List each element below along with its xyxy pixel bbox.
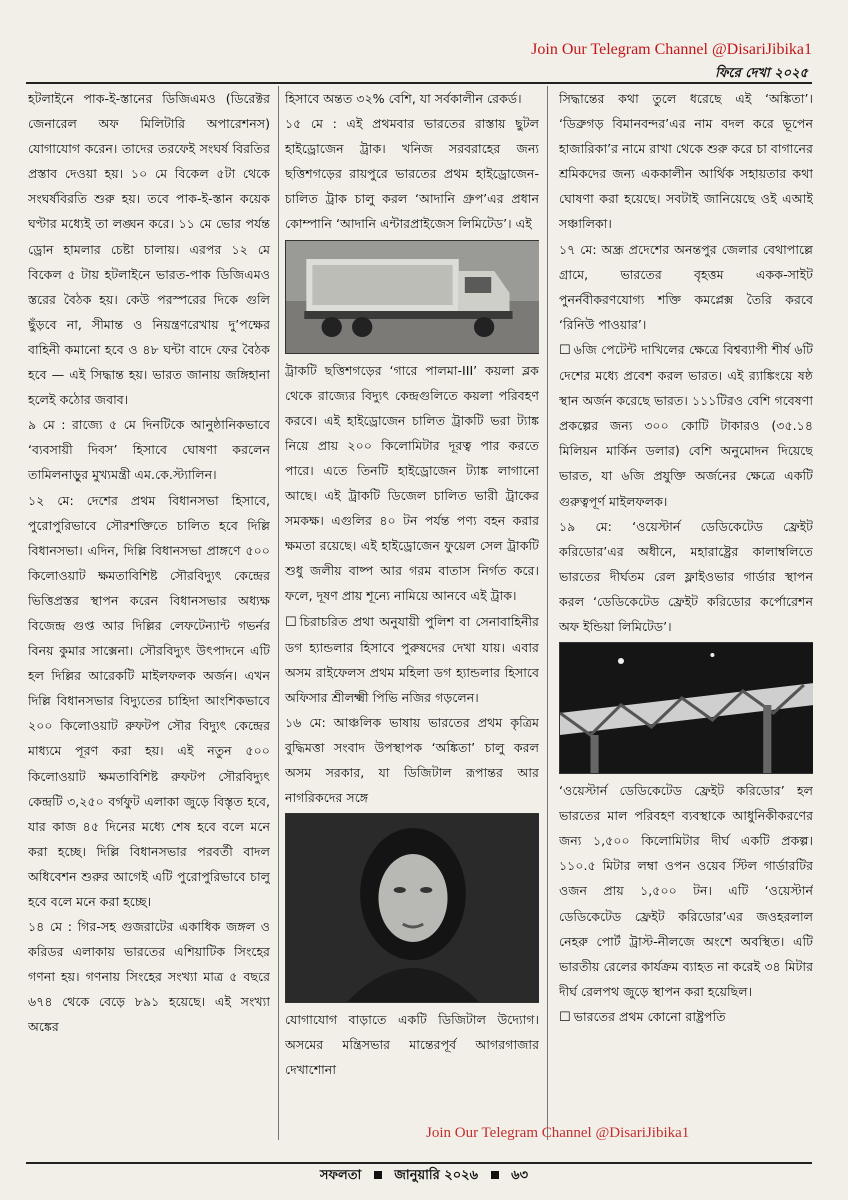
- bullet-box-icon: ☐: [559, 1009, 571, 1025]
- bullet-box-icon: ☐: [559, 342, 571, 358]
- column-1: [28, 86, 270, 1140]
- paragraph: সিদ্ধান্তের কথা তুলে ধরেছে এই ‘অঙ্কিতা’। ‘ডিব্রুগড় বিমানবন্দর’এর নাম বদল করে ভূপেন হাজারিকা’র নামে রাখা থেকে শুরু করে চা বাগানের শ্রমিকদের জন্য এককালীন আর্থিক সহায়তার কথা ঘোষণা করা হয়েছে। সবটাই জানিয়েছে ওই এআই সঞ্চালিকা।: [559, 91, 813, 232]
- separator-square-icon: [491, 1171, 499, 1179]
- paragraph: ৯ মে : রাজ্যে ৫ মে দিনটিকে আনুষ্ঠানিকভাবে ‘ব্যবসায়ী দিবস’ হিসাবে ঘোষণা করলেন তামিলনাড়ুর মুখ্যমন্ত্রী এম.কে.স্ট্যালিন।: [28, 417, 270, 483]
- paragraph: [559, 337, 813, 514]
- top-rule: [26, 82, 812, 84]
- paragraph: ১৫ মে : এই প্রথমবার ভারতের রাস্তায় ছুটল হাইড্রোজেন ট্রাক। খনিজ সরবরাহের জন্য ছত্তিশগড়ের রায়পুরে ভারতের প্রথম হাইড্রোজেন-চালিত ট্রাক চালু করল ‘আদানি গ্রুপ’এর প্রধান কোম্পানি ‘আদানি এন্টারপ্রাইজেস লিমিটেড’। এই: [285, 116, 539, 232]
- paragraph: ১৪ মে : গির-সহ গুজরাটের একাধিক জঙ্গল ও করিডর এলাকায় ভারতের এশিয়াটিক সিংহের গণনা হয়। গণনায় সিংহের সংখ্যা মাত্র ৫ বছরে ৬৭৪ থেকে বেড়ে ৮৯১ হয়েছে। এই সংখ্যা অঙ্কের: [28, 919, 270, 1035]
- column-divider: [278, 86, 279, 1140]
- truck-photo: [285, 240, 539, 354]
- page-number: ৬৩: [511, 1168, 529, 1183]
- paragraph: ১৭ মে: অন্ধ্র প্রদেশের অনন্তপুর জেলার বেথাপাল্লে গ্রামে, ভারতের বৃহত্তম একক-সাইট পুনর্নবীকরণযোগ্য শক্তি কমপ্লেক্স তৈরি করবে ‘রিনিউ পাওয়ার’।: [559, 241, 813, 332]
- paragraph-text: ভারতের প্রথম কোনো রাষ্ট্রপতি: [573, 1008, 726, 1024]
- paragraph: যোগাযোগ বাড়াতে একটি ডিজিটাল উদ্যোগ। অসমের মন্ত্রিসভার মান্তেরপূর্ব আগরগাজার দেখাশোনা: [285, 1012, 539, 1078]
- telegram-watermark-bottom: Join Our Telegram Channel @DisariJibika1: [426, 1125, 690, 1141]
- footer-rule: [26, 1162, 812, 1164]
- paragraph: হিসাবে অন্তত ৩২% বেশি, যা সর্বকালীন রেকর্ড।: [285, 91, 522, 106]
- paragraph-text: ৬জি পেটেন্ট দাখিলের ক্ষেত্রে বিশ্বব্যাপী শীর্ষ ৬টি দেশের মধ্যে প্রবেশ করল ভারত। এই র‍্যাঙ্কিংয়ে ষষ্ঠ স্থান অর্জন করেছে ভারত। ১১১টিরও বেশি গবেষণা প্রকল্পের জন্য ৩০০ কোটি টাকারও (৩৫.১৪ মিলিয়ন মার্কিন ডলার) বেশি অনুমোদন দিয়েছে ভারত, যা ৬জি প্রযুক্তি অর্জনের ক্ষেত্রে একটি গুরুত্বপূর্ণ মাইলফলক।: [559, 341, 813, 509]
- paragraph: ১৯ মে: ‘ওয়েস্টার্ন ডেডিকেটেড ফ্রেইট করিডোর’এর অধীনে, মহারাষ্ট্রের কালাম্বলিতে ভারতের দীর্ঘতম রেল ফ্লাইওভার গার্ডার স্থাপন করল ‘ডেডিকেটেড ফ্রেইট করিডোর কর্পোরেশন অফ ইন্ডিয়া লিমিটেড’।: [559, 518, 813, 634]
- separator-square-icon: [374, 1171, 382, 1179]
- column-2: [285, 86, 539, 1140]
- paragraph-text: চিরাচরিত প্রথা অনুযায়ী পুলিশ বা সেনাবাহিনীর ডগ হ্যান্ডলার হিসাবে পুরুষদের দেখা যায়। এবার অসম রাইফেলস প্রথম মহিলা ডগ হ্যান্ডলার হিসাবে অফিসার শ্রীলক্ষ্মী পিভি নজির গড়লেন।: [285, 613, 539, 705]
- page-footer: [0, 1166, 848, 1187]
- column-divider: [547, 86, 548, 1140]
- paragraph: ‘ওয়েস্টার্ন ডেডিকেটেড ফ্রেইট করিডোর’ হল ভারতের মাল পরিবহণ ব্যবস্থাকে আধুনিকীকরণের জন্য ১,৫০০ কিলোমিটার দীর্ঘ একটি প্রকল্প। ১১০.৫ মিটার লম্বা ওপন ওয়েব স্টিল গার্ডারটির ওজন প্রায় ১,৫০০ টন। এটি ‘ওয়েস্টার্ন ডেডিকেটেড ফ্রেইট করিডোর’এর জওহরলাল নেহরু পোর্ট ট্রাস্ট-নীলজে অংশে অবস্থিত। এটি ভারতীয় রেলের কার্যক্রম ব্যাহত না করেই ৩৪ মিটার দীর্ঘ রেলপথ জুড়ে স্থাপন করা হয়েছিল।: [559, 783, 813, 999]
- column-3: [559, 86, 813, 1140]
- ai-anchor-photo: [285, 813, 539, 1003]
- paragraph: [559, 1004, 813, 1030]
- paragraph: ১২ মে: দেশের প্রথম বিধানসভা হিসাবে, পুরোপুরিভাবে সৌরশক্তিতে চালিত হবে দিল্লি বিধানসভা। এদিন, দিল্লি বিধানসভা প্রাঙ্গণে ৫০০ কিলোওয়াট ক্ষমতাবিশিষ্ট সৌরবিদ্যুৎ কেন্দ্রের ভিত্তিপ্রস্তর স্থাপন করেন বিধানসভার অধ্যক্ষ বিজেন্দ্র গুপ্ত আর দিল্লির লেফটেন্যান্ট গভর্নর বিনয় কুমার সাক্সেনা। সৌরবিদ্যুৎ উৎপাদনে এটি হল দিল্লির আরেকটি মাইলফলক অর্জন। এখন দিল্লি বিধানসভার বিদ্যুতের চাহিদা আংশিকভাবে ২০০ কিলোওয়াট রুফটপ সৌর বিদ্যুৎ কেন্দ্রের মাধ্যমে পূরণ করা হয়। এই নতুন ৫০০ কিলোওয়াট ক্ষমতাবিশিষ্ট রুফটপ সৌরবিদ্যুৎ কেন্দ্রটি ৩,২৫০ বর্গফুট এলাকা জুড়ে বিস্তৃত হবে, যার কাজ ৪৫ দিনের মধ্যে শেষ হবে বলে মনে করা হচ্ছে। দিল্লি বিধানসভার পরবর্তী বাদল অধিবেশন শুরুর আগেই এটি পুরোপুরিভাবে চালু হবে বলে মনে করা হচ্ছে।: [28, 492, 270, 909]
- paragraph: ১৬ মে: আঞ্চলিক ভাষায় ভারতের প্রথম কৃত্রিম বুদ্ধিমত্তা সংবাদ উপস্থাপক ‘অঙ্কিতা’ চালু করল অসম সরকার, যা ডিজিটাল রূপান্তর আর নাগরিকদের সঙ্গে: [285, 714, 539, 806]
- paragraph: [285, 609, 539, 710]
- paragraph: হটলাইনে পাক-ই-স্তানের ডিজিএমও (ডিরেক্টর জেনারেল অফ মিলিটারি অপারেশনস) যোগাযোগ করেন। তাদের তরফেই সংঘর্ষ বিরতির প্রস্তাব দেওয়া হয়। ১০ মে বিকেল ৫টা থেকে সংঘর্ষবিরতি শুরু হয়। তবে পাক-ই-স্তান কয়েক ঘণ্টার মধ্যেই তা লঙ্ঘন করে। ১১ মে ভোর পর্যন্ত ড্রোন হামলার চেষ্টা চালায়। এরপর ১২ মে বিকেল ৫ টায় হটলাইনে ভারত-পাক ডিজিএমও স্তরের বৈঠক হয়। কেউ পরস্পরের দিকে গুলি ছুঁড়বে না, সীমান্ত ও নিয়ন্ত্রণরেখায় দু’পক্ষের বাহিনী কমানো হবে ও ৪৮ ঘন্টা বাদে ফের বৈঠক হবে — এই সিদ্ধান্ত হয়। ভারত জানায় জঙ্গিহানা হলেই কঠোর জবাব।: [28, 91, 270, 408]
- bridge-girder-photo: [559, 642, 813, 774]
- footer-brand: সফলতা: [319, 1168, 362, 1183]
- paragraph: ট্রাকটি ছত্তিশগড়ের ‘গারে পালমা-III’ কয়লা ব্লক থেকে রাজ্যের বিদ্যুৎ কেন্দ্রগুলিতে কয়লা পরিবহণ করবে। এই হাইড্রোজেন চালিত ট্রাকটি ভরা ট্যাঙ্ক নিয়ে প্রায় ২০০ কিলোমিটার দূরত্ব পার করতে পারে। এতে তিনটি হাইড্রোজেন ট্যাঙ্ক লাগানো আছে। এই ট্রাকটি ডিজেল চালিত ভারী ট্রাকের সমকক্ষ। এগুলির ৪০ টন পর্যন্ত পণ্য বহন করার ক্ষমতা রয়েছে। এই হাইড্রোজেন ফুয়েল সেল ট্রাকটি শুধু জলীয় বাষ্প আর গরম বাতাস নির্গত করে। ফলে, দূষণ প্রায় শূন্যে নামিয়ে আনবে এই ট্রাক।: [285, 362, 539, 604]
- footer-month: জানুয়ারি ২০২৬: [394, 1168, 479, 1183]
- telegram-watermark-top: Join Our Telegram Channel @DisariJibika1: [531, 41, 812, 58]
- section-title: ফিরে দেখা ২০২৫: [715, 66, 808, 81]
- bullet-box-icon: ☐: [285, 614, 297, 630]
